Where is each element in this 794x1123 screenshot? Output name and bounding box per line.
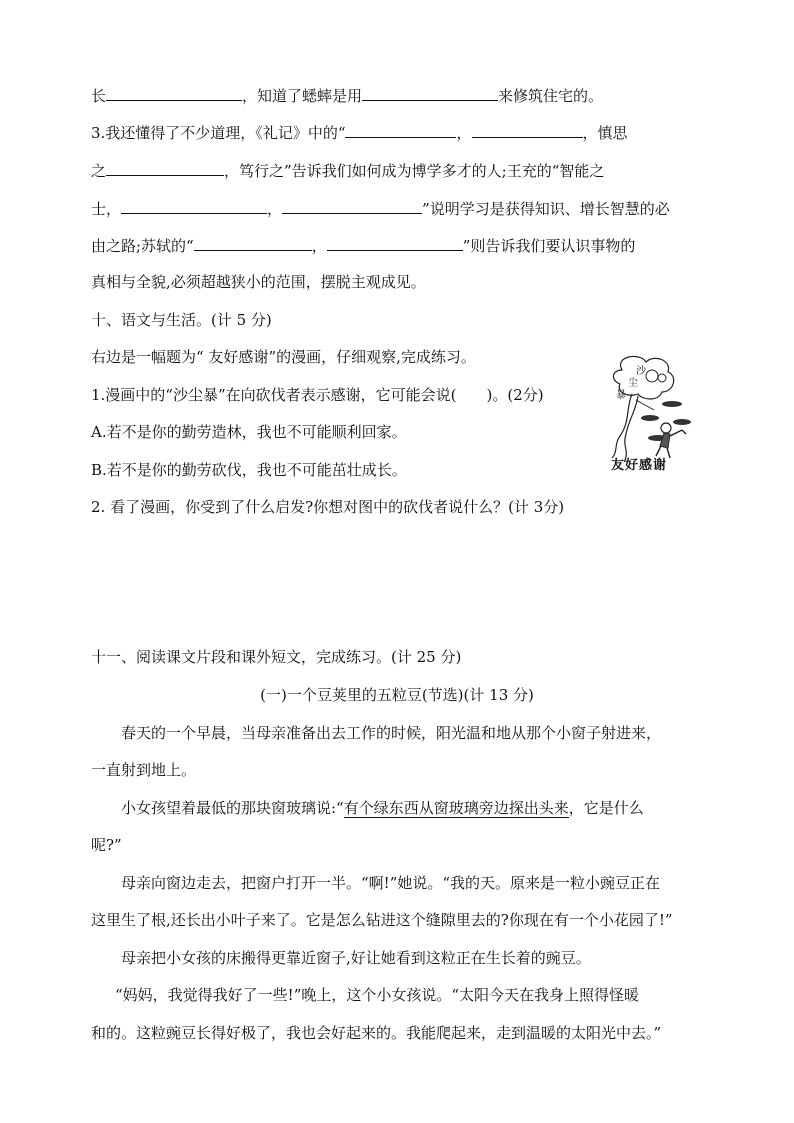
paragraph-2-line-2: 呢?” (91, 836, 122, 854)
section-11-title: 十一、阅读课文片段和课外短文，完成练习。(计 25 分) (91, 648, 462, 666)
blank[interactable] (345, 123, 456, 138)
cloud-char: 尘 (628, 378, 638, 389)
text: ， (456, 124, 472, 142)
text: 3.我还懂得了不少道理，《礼记》中的“ (91, 124, 346, 142)
cloud-char: 沙 (636, 366, 646, 377)
text: ， (311, 237, 327, 255)
q3-line-5: 真相与全貌,必须超越狭小的范围，摆脱主观成见。 (91, 273, 426, 291)
paragraph-5-line-1: “妈妈，我觉得我好了一些!”晚上，这个小女孩说。“太阳今天在我身上照得怪暖 (115, 986, 640, 1004)
blank[interactable] (121, 199, 267, 214)
paragraph-5-line-2: 和的。这粒豌豆长得好极了，我也会好起来的。我能爬起来，走到温暖的太阳光中去。” (91, 1024, 662, 1042)
passage-title: (一)一个豆荚里的五粒豆(节选)(计 13 分) (260, 686, 534, 704)
text: ，知道了蟋蟀是用 (242, 87, 363, 105)
q3-line-2 (91, 161, 604, 181)
q3-line-1 (91, 123, 628, 143)
section-10-intro: 右边是一幅题为“ 友好感谢”的漫画，仔细观察,完成练习。 (91, 348, 476, 366)
blank[interactable] (472, 123, 583, 138)
cartoon-caption: 友好感谢 (611, 458, 668, 473)
blank[interactable] (327, 236, 463, 251)
text: ”则告诉我们要认识事物的 (462, 237, 636, 255)
text: 由之路;苏轼的“ (91, 237, 194, 255)
text: 小女孩望着最低的那块窗玻璃说:“ (121, 799, 344, 817)
underlined-sentence: 有个绿东西从窗玻璃旁边探出头来 (343, 799, 569, 817)
paragraph-4: 母亲把小女孩的床搬得更靠近窗子,好让她看到这粒正在生长着的豌豆。 (121, 949, 591, 967)
paragraph-1-line-1: 春天的一个早晨，当母亲准备出去工作的时候，阳光温和地从那个小窗子射进来， (121, 724, 662, 742)
text: 长 (91, 87, 107, 105)
section-10-title: 十、语文与生活。(计 5 分) (91, 311, 272, 329)
blank[interactable] (194, 236, 312, 251)
text: 之 (91, 162, 107, 180)
blank[interactable] (106, 161, 224, 176)
blank[interactable] (106, 86, 242, 101)
option-a: A.若不是你的勤劳造林，我也不可能顺利回家。 (91, 423, 407, 441)
q3-line-3 (91, 199, 670, 219)
option-b: B.若不是你的勤劳砍伐，我也不可能茁壮成长。 (91, 461, 407, 479)
fill-line-1 (91, 86, 603, 106)
text: 来修筑住宅的。 (498, 87, 604, 105)
paragraph-1-line-2: 一直射到地上。 (91, 761, 197, 779)
text: ， (267, 200, 283, 218)
blank[interactable] (282, 199, 422, 214)
text: ”说明学习是获得知识、增长智慧的必 (422, 200, 670, 218)
section-10-q2: 2. 看了漫画，你受到了什么启发?你想对图中的砍伐者说什么？(计 3分) (91, 498, 565, 516)
paragraph-3-line-1: 母亲向窗边走去，把窗户打开一半。“啊!”她说。“我的天。原来是一粒小豌豆正在 (121, 874, 661, 892)
text: 士， (91, 200, 122, 218)
blank[interactable] (362, 86, 498, 101)
paragraph-2-line-1 (121, 798, 644, 818)
cloud-char: 暴 (616, 390, 626, 401)
section-10-q1: 1.漫画中的“沙尘暴”在向砍伐者表示感谢，它可能会说( )。(2分) (91, 386, 544, 404)
paragraph-3-line-2: 这里生了根,还长出小叶子来了。它是怎么钻进这个缝隙里去的?你现在有一个小花园了!” (91, 911, 673, 929)
text: ，它是什么 (568, 799, 644, 817)
text: ，慎思 (582, 124, 628, 142)
text: ，笃行之”告诉我们如何成为博学多才的人;王充的“智能之 (224, 162, 605, 180)
q3-line-4 (91, 236, 635, 256)
